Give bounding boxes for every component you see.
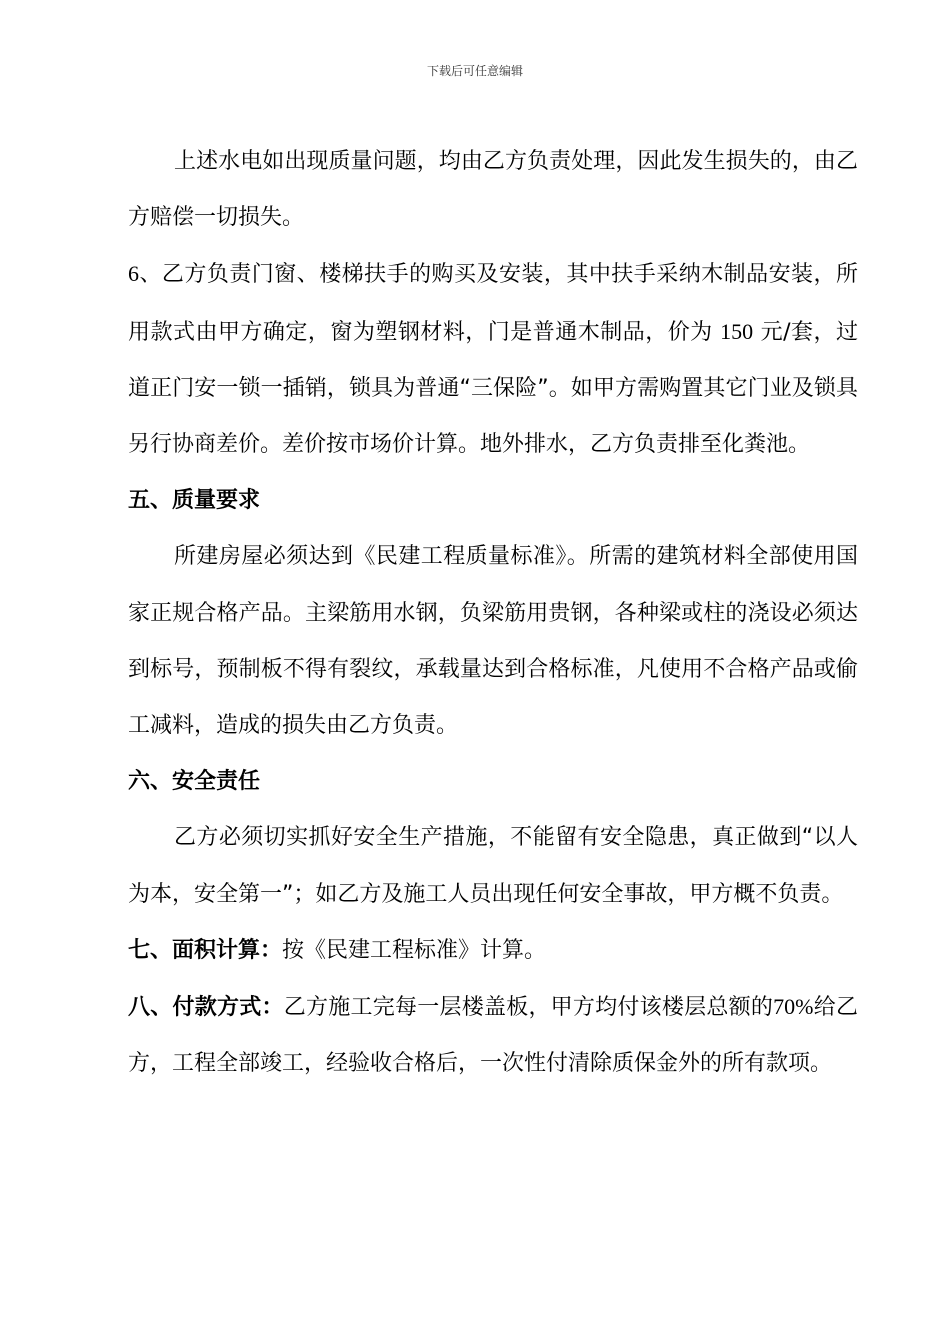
page-header: 下载后可任意编辑 [426, 64, 523, 78]
section-heading-area: 七、面积计算： [128, 937, 283, 963]
payment-percent: 70% [773, 994, 814, 1020]
paragraph-area [128, 923, 858, 979]
paragraph-quality: 所建房屋必须达到《民建工程质量标准》。所需的建筑材料全部使用国家正规合格产品。主梁筋用水钢，负梁筋用贵钢，各种梁或柱的浇设必须达到标号，预制板不得有裂纹，承载量达到合格标准，凡使用不合格产品或偷工减料，造成的损失由乙方负责。 [128, 544, 858, 739]
paragraph-safety: 乙方必须切实抓好安全生产措施，不能留有安全隐患，真正做到“以人为本，安全第一”；如乙方及施工人员出现任何安全事故，甲方概不负责。 [128, 825, 858, 907]
document-body [128, 134, 858, 1092]
item-number: 6 [128, 261, 139, 287]
item-6-text-b: 元/套，过道正门安一锁一插销，锁具为普通“三保险”。如甲方需购置其它门业及锁具另行协商差价。差价按市场价计算。地外排水，乙方负责排至化粪池。 [128, 319, 858, 458]
paragraph-item-6 [128, 246, 858, 473]
section-heading-payment: 八、付款方式： [128, 995, 284, 1021]
price-value: 150 [720, 318, 754, 344]
section-heading-quality: 五、质量要求 [128, 488, 261, 514]
payment-text-b: 给乙方，工程全部竣工，经验收合格后，一次性付清除质保金外的所有款项。 [128, 995, 858, 1077]
section-heading-safety: 六、安全责任 [128, 769, 261, 795]
paragraph-payment [128, 979, 858, 1092]
item-6-text-a: 、乙方负责门窗、楼梯扶手的购买及安装，其中扶手采纳木制品安装，所用款式由甲方确定，窗为塑钢材料，门是普通木制品，价为 [128, 262, 858, 345]
paragraph-quality-responsibility: 上述水电如出现质量问题，均由乙方负责处理，因此发生损失的，由乙方赔偿一切损失。 [128, 149, 858, 231]
payment-text-a: 乙方施工完每一层楼盖板，甲方均付该楼层总额的 [283, 995, 774, 1021]
area-text: 按《民建工程标准》计算。 [282, 937, 547, 963]
